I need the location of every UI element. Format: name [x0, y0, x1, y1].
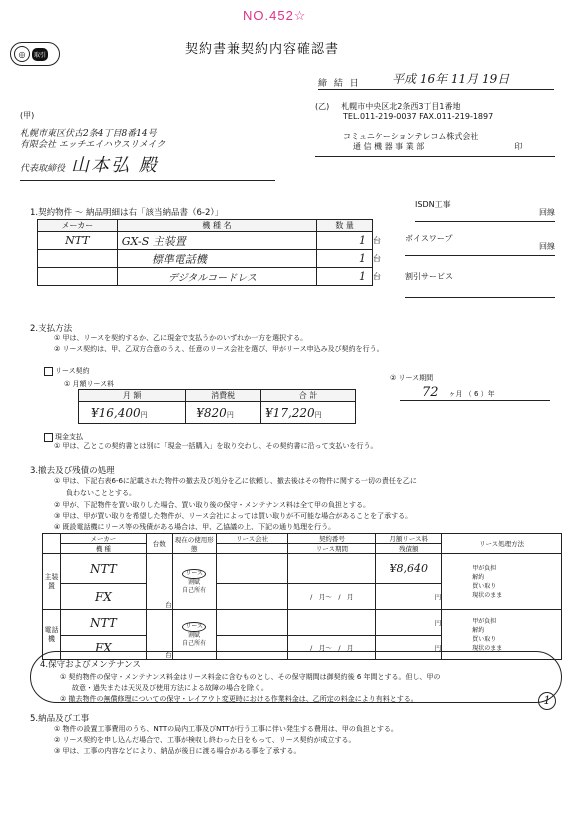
- date-value: 平成 16年 11月 19日: [392, 72, 510, 86]
- payment-option-2: ② リース契約は、甲、乙双方合意のうえ、任意のリース会社を選び、甲がリース申込み及び契約を行う。: [54, 345, 384, 353]
- date-underline: [318, 89, 554, 90]
- cash-checkbox: [44, 433, 53, 442]
- product-table: [37, 219, 393, 286]
- row-unit: 台: [373, 272, 382, 281]
- row1-period: / 月～ / 月: [288, 584, 376, 610]
- section4-heading: 4.保守およびメンテナンス: [40, 660, 141, 670]
- row1-label: 主装置: [43, 554, 61, 610]
- row1-unit: 台: [146, 554, 172, 610]
- row-qty: 1: [317, 268, 373, 286]
- col-handling: リース処理方法: [442, 534, 562, 554]
- party-otsu: [315, 102, 522, 152]
- page-mark: 1: [538, 692, 556, 710]
- kou-underline: [20, 180, 275, 181]
- row-product: 標準電話機: [117, 250, 316, 268]
- row-product: デジタルコードレス: [117, 268, 316, 286]
- col-monthly: 月額リース料: [376, 534, 442, 544]
- cash-label: 現金支払: [55, 433, 83, 441]
- period-months: 72: [422, 385, 439, 400]
- page-title: 契約書兼契約内容確認書: [185, 42, 340, 57]
- table-row: [38, 232, 393, 250]
- row-qty: 1: [317, 250, 373, 268]
- table-row: [38, 268, 393, 286]
- col-maker: メーカー: [38, 220, 118, 232]
- delivery-p1: ① 物件の設置工事費用のうち、NTTの局内工事及びNTTが行う工事に伴い発生する費用は、甲の負担とする。: [54, 725, 398, 733]
- period-unit: ヶ月 （ 6 ）年: [448, 390, 495, 398]
- row-unit: 台: [373, 254, 382, 263]
- date-label: 締 結 日: [318, 79, 361, 89]
- col-usage: 現在の使用形態: [172, 534, 216, 554]
- document-number: NO.452☆: [243, 8, 307, 23]
- delivery-p2: ② リース契約を申し込んだ場合で、工事が検収し終わった日をもって、リース契約が成立する。: [54, 736, 356, 744]
- row1-model: FX: [60, 584, 146, 610]
- col-model: 機 種: [60, 544, 146, 554]
- period-label: ② リース期間: [390, 374, 434, 382]
- row2-label: 電話機: [43, 610, 61, 660]
- discount-label: 割引サービス: [405, 272, 453, 281]
- removal-p2: ② 甲が、下記物件を買い取りした場合、買い取り後の保守・メンテナンス料は全て甲の負担とする。: [54, 501, 370, 509]
- row-product: GX-S 主装置: [117, 232, 316, 250]
- voicewarp-label: ボイスワープ: [405, 234, 453, 243]
- party-kou: [20, 110, 165, 177]
- total-cell: ¥17,220円: [261, 402, 356, 424]
- table-row: [43, 610, 562, 636]
- row1-handling: 甲が負担 解約 買い取り 現状のまま: [442, 554, 562, 610]
- row-maker: [38, 250, 118, 268]
- section1-heading: 1.契約物件 ～ 納品明細は右「該当納品書（6-2）」: [30, 208, 224, 218]
- lease-checkbox: [44, 367, 53, 376]
- maintenance-p1b: 故意・過失または天災及び使用方法による故障の場合を除く。: [72, 684, 268, 692]
- logo: [10, 42, 60, 66]
- col-qty: 数 量: [317, 220, 373, 232]
- tax-cell: ¥820円: [186, 402, 261, 424]
- kou-label: (甲): [20, 111, 35, 120]
- section3-heading: 3.撤去及び残債の処理: [30, 466, 115, 476]
- col-total: 合 計: [261, 390, 356, 402]
- lease-option: [44, 366, 90, 377]
- voicewarp-unit: 回線: [539, 242, 555, 251]
- section1-right: [405, 196, 555, 298]
- table-row: [38, 250, 393, 268]
- row1-maker: NTT: [60, 554, 146, 584]
- kou-rep-title: 代表取締役: [20, 164, 66, 174]
- otsu-tel: TEL.011-219-0037 FAX.011-219-1897: [343, 112, 494, 121]
- monthly-cell: ¥16,400円: [79, 402, 186, 424]
- lease-period: [400, 385, 550, 401]
- col-remaining: 残債額: [376, 544, 442, 554]
- row2-model: FX: [60, 636, 146, 660]
- table-row: [43, 554, 562, 584]
- otsu-underline: [315, 156, 555, 157]
- removal-p3: ③ 甲は、甲が買い取りを希望した物件が、リース会社によっては買い取りが不可能な場合があることを了承する。: [54, 512, 413, 520]
- col-period: リース期間: [288, 544, 376, 554]
- maintenance-p2: ② 撤去物件の無償修理についての保守・レイアウト変更時における作業料金は、乙所定の料金により有料とする。: [60, 695, 418, 703]
- remaining-debt-table: [42, 533, 562, 660]
- row2-yen: 円: [376, 636, 442, 660]
- delivery-p3: ③ 甲は、工事の内容などにより、納品が後日に渡る場合がある事を了承する。: [54, 747, 301, 755]
- removal-p1b: 負わないこととする。: [66, 489, 136, 497]
- row2-period: / 月～ / 月: [288, 636, 376, 660]
- payment-option-1: ① 甲は、リースを契約するか、乙に現金で支払うかのいずれか一方を選択する。: [54, 334, 308, 342]
- otsu-label: (乙): [315, 102, 330, 111]
- seal-icon: ◎: [14, 46, 30, 62]
- lease-amount-table: [78, 389, 356, 424]
- removal-p1: ① 甲は、下記右表6-6に記載された物件の撤去及び処分を乙に依頼し、撤去後はその物件に関する一切の責任を乙に: [54, 477, 417, 485]
- col-product: 機 種 名: [117, 220, 316, 232]
- row2-maker: NTT: [60, 610, 146, 636]
- row-qty: 1: [317, 232, 373, 250]
- row-unit: 台: [373, 236, 382, 245]
- kou-company: 有限会社 エッチエイハウスリメイク: [20, 140, 166, 150]
- otsu-company: コミュニケーションテレコム株式会社: [343, 132, 479, 141]
- isdn-unit: 回線: [539, 208, 555, 217]
- col-lease-co: リース会社: [216, 534, 288, 544]
- otsu-dept: 通 信 機 器 事 業 部: [353, 142, 425, 151]
- col-maker: メーカー: [60, 534, 146, 544]
- otsu-seal: 印: [514, 142, 523, 151]
- row2-unit: 台: [146, 610, 172, 660]
- kou-address: 札幌市東区伏古2条4丁目8番14号: [20, 129, 157, 139]
- cash-text: ① 甲は、乙とこの契約書とは別に「現金一括購入」を取り交わし、その契約書に沿って支払いを行う。: [54, 442, 378, 450]
- logo-label: 取引: [32, 48, 48, 61]
- maintenance-p1: ① 契約物件の保守・メンテナンス料金はリース料金に含むものとし、その保守期間は御契約後 6 年間とする。但し、甲の: [60, 673, 441, 681]
- isdn-label: ISDN工事: [415, 200, 451, 209]
- lease-label: リース契約: [55, 367, 90, 375]
- monthly-label: ① 月額リース料: [64, 380, 115, 388]
- row-maker: NTT: [38, 232, 118, 250]
- row1-usage: リース 割賦 自己所有: [172, 554, 216, 610]
- row2-usage: リース 割賦 自己所有: [172, 610, 216, 660]
- col-tax: 消費税: [186, 390, 261, 402]
- otsu-address: 札幌市中央区北2条西3丁目1番地: [341, 102, 461, 111]
- removal-p4: ④ 既設電話機にリース等の残債がある場合は、甲、乙協議の上、下記の通り処理を行う。: [54, 523, 336, 531]
- row-maker: [38, 268, 118, 286]
- section5-heading: 5.納品及び工事: [30, 714, 90, 724]
- col-qty: 台数: [146, 534, 172, 554]
- section2-heading: 2.支払方法: [30, 324, 73, 334]
- row1-yen: 円: [376, 584, 442, 610]
- row2-handling: 甲が負担 解約 買い取り 現状のまま: [442, 610, 562, 660]
- kou-rep-name: 山本弘 殿: [71, 155, 159, 176]
- col-contract-no: 契約番号: [288, 534, 376, 544]
- row2-yen-a: 円: [376, 610, 442, 636]
- row1-amount: ¥8,640: [376, 554, 442, 584]
- col-monthly: 月 額: [79, 390, 186, 402]
